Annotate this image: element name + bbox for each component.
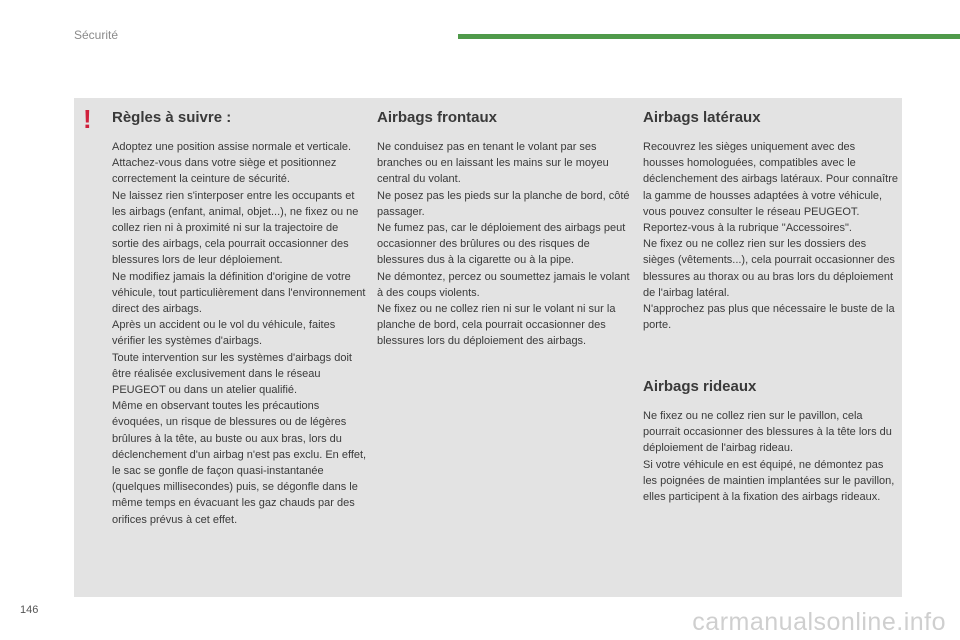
paragraph: Attachez-vous dans votre siège et positionnez correctement la ceinture de sécurité. (112, 157, 337, 186)
curtain-airbags-text (643, 408, 899, 505)
rules-title: Règles à suivre : (112, 109, 232, 126)
paragraph: Ne fixez ou ne collez rien sur les dossiers des sièges (vêtements...), cela pourrait occasionner des blessures au thorax ou au bras lors du déploiement de l'airbag latéral. (643, 238, 895, 299)
lateral-airbags-column (643, 108, 899, 333)
frontal-airbags-column (377, 108, 633, 350)
paragraph: Ne posez pas les pieds sur la planche de bord, côté passager. (377, 189, 630, 218)
lateral-airbags-title: Airbags latéraux (643, 109, 761, 126)
paragraph: Toute intervention sur les systèmes d'airbags doit être réalisée exclusivement dans le réseau PEUGEOT ou dans un atelier qualifié. (112, 351, 352, 397)
exclamation-icon: ! (83, 104, 92, 134)
frontal-airbags-text (377, 139, 633, 350)
watermark: carmanualsonline.info (692, 608, 946, 636)
paragraph: Même en observant toutes les précautions évoquées, un risque de blessures ou de légères brûlures à la tête, au buste ou aux bras, lors du déclenchement d'un airbag n'est pas exclu. En effet, le sac se gonfle de façon quasi-instantanée (quelques millisecondes) puis, se dégonfle dans le même temps en évacuant les gaz chauds par des orifices prévus à cet effet. (112, 400, 367, 526)
paragraph: Adoptez une position assise normale et verticale. (112, 141, 352, 153)
curtain-airbags-title: Airbags rideaux (643, 378, 757, 395)
paragraph: Ne modifiez jamais la définition d'origine de votre véhicule, tout particulièrement dans l'environnement direct des airbags. (112, 270, 366, 316)
paragraph: Ne fixez ou ne collez rien sur le pavillon, cela pourrait occasionner des blessures à la tête lors du déploiement de l'airbag rideau. (643, 410, 892, 455)
rules-text (112, 139, 368, 528)
page-number: 146 (20, 604, 39, 616)
header-accent-bar (458, 34, 960, 39)
rules-column (112, 108, 368, 528)
frontal-airbags-title: Airbags frontaux (377, 109, 498, 126)
paragraph: Si votre véhicule en est équipé, ne démontez pas les poignées de maintien implantées sur le pavillon, elles participent à la fixation des airbags rideaux. (643, 458, 895, 504)
paragraph: Après un accident ou le vol du véhicule, faites vérifier les systèmes d'airbags. (112, 319, 336, 348)
paragraph: Ne démontez, percez ou soumettez jamais le volant à des coups violents. (377, 270, 630, 299)
curtain-airbags-column (643, 377, 899, 505)
section-title: Sécurité (74, 28, 119, 42)
paragraph: N'approchez pas plus que nécessaire le buste de la porte. (643, 303, 895, 332)
paragraph: Ne conduisez pas en tenant le volant par ses branches ou en laissant les mains sur le moyeu central du volant. (377, 141, 609, 186)
lateral-airbags-text (643, 139, 899, 333)
paragraph: Recouvrez les sièges uniquement avec des housses homologuées, compatibles avec le déclenchement des airbags latéraux. Pour connaître la gamme de housses adaptées à votre véhicule, vous pouvez consulter le réseau PEUGEOT. (643, 141, 898, 218)
paragraph: Ne laissez rien s'interposer entre les occupants et les airbags (enfant, animal, objet...), ne fixez ou ne collez rien ni à proximité ni sur la trajectoire de sortie des airbags, cela pourrait occasionner des blessures lors de leur déploiement. (112, 189, 359, 267)
paragraph: Reportez-vous à la rubrique "Accessoires". (643, 222, 852, 235)
paragraph: Ne fixez ou ne collez rien ni sur le volant ni sur la planche de bord, cela pourrait occasionner des blessures lors du déploiement des airbags. (377, 303, 616, 348)
paragraph: Ne fumez pas, car le déploiement des airbags peut occasionner des brûlures ou des risques de blessures dus à la cigarette ou à la pipe. (377, 222, 626, 267)
